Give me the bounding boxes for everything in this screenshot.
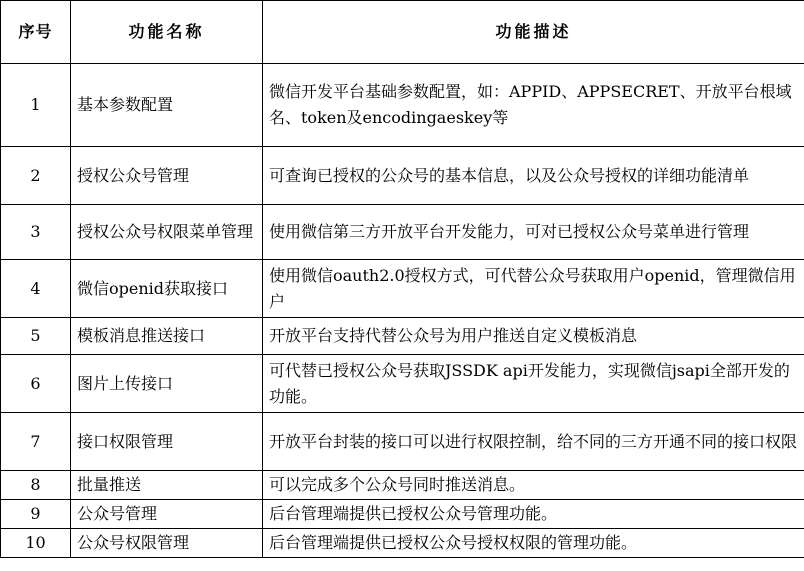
row-desc: 微信开发平台基础参数配置，如：APPID、APPSECRET、开放平台根域名、token及encodingaeskey等 bbox=[263, 64, 804, 147]
table-row bbox=[1, 147, 804, 205]
row-name: 微信openid获取接口 bbox=[71, 260, 263, 318]
table-row bbox=[1, 205, 804, 260]
row-no: 6 bbox=[1, 355, 71, 413]
row-desc: 可代替已授权公众号获取JSSDK api开发能力，实现微信jsapi全部开发的功能。 bbox=[263, 355, 804, 413]
table-row bbox=[1, 471, 804, 500]
row-name: 公众号管理 bbox=[71, 500, 263, 529]
row-no: 4 bbox=[1, 260, 71, 318]
table-row bbox=[1, 318, 804, 355]
row-desc: 后台管理端提供已授权公众号管理功能。 bbox=[263, 500, 804, 529]
row-name: 图片上传接口 bbox=[71, 355, 263, 413]
row-desc: 使用微信oauth2.0授权方式，可代替公众号获取用户openid，管理微信用户 bbox=[263, 260, 804, 318]
row-no: 9 bbox=[1, 500, 71, 529]
row-desc: 开放平台支持代替公众号为用户推送自定义模板消息 bbox=[263, 318, 804, 355]
table-row bbox=[1, 64, 804, 147]
row-name: 模板消息推送接口 bbox=[71, 318, 263, 355]
row-no: 8 bbox=[1, 471, 71, 500]
row-desc: 可查询已授权的公众号的基本信息，以及公众号授权的详细功能清单 bbox=[263, 147, 804, 205]
row-no: 7 bbox=[1, 413, 71, 471]
header-name: 功能名称 bbox=[71, 1, 263, 64]
row-desc: 开放平台封装的接口可以进行权限控制，给不同的三方开通不同的接口权限 bbox=[263, 413, 804, 471]
table-row bbox=[1, 355, 804, 413]
row-desc: 可以完成多个公众号同时推送消息。 bbox=[263, 471, 804, 500]
row-no: 2 bbox=[1, 147, 71, 205]
header-desc: 功能描述 bbox=[263, 1, 804, 64]
row-no: 3 bbox=[1, 205, 71, 260]
row-name: 授权公众号权限菜单管理 bbox=[71, 205, 263, 260]
row-name: 授权公众号管理 bbox=[71, 147, 263, 205]
header-no: 序号 bbox=[1, 1, 71, 64]
row-name: 接口权限管理 bbox=[71, 413, 263, 471]
table-row bbox=[1, 500, 804, 529]
row-no: 1 bbox=[1, 64, 71, 147]
table-row bbox=[1, 529, 804, 558]
row-desc: 使用微信第三方开放平台开发能力，可对已授权公众号菜单进行管理 bbox=[263, 205, 804, 260]
table-row bbox=[1, 260, 804, 318]
row-no: 5 bbox=[1, 318, 71, 355]
row-name: 公众号权限管理 bbox=[71, 529, 263, 558]
row-no: 10 bbox=[1, 529, 71, 558]
row-name: 批量推送 bbox=[71, 471, 263, 500]
row-desc: 后台管理端提供已授权公众号授权权限的管理功能。 bbox=[263, 529, 804, 558]
table-header-row bbox=[1, 1, 804, 64]
row-name: 基本参数配置 bbox=[71, 64, 263, 147]
table-row bbox=[1, 413, 804, 471]
